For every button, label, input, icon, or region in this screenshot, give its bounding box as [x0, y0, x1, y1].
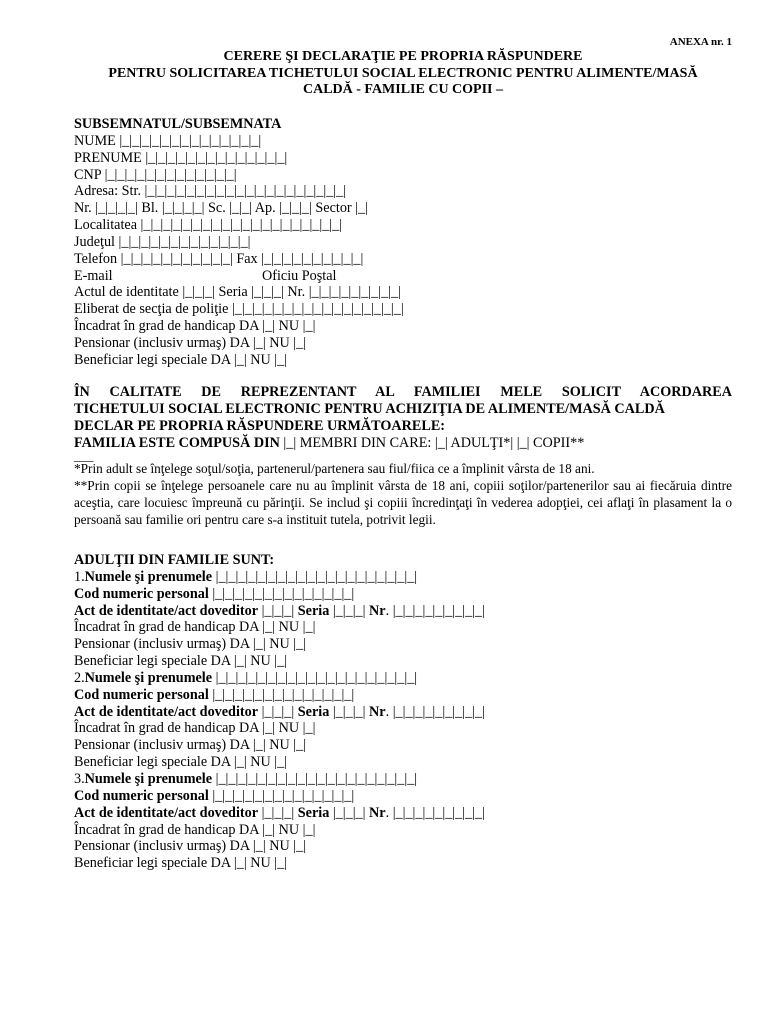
adult-cnp-row[interactable]: [74, 788, 732, 805]
adult-number: 1.: [74, 568, 85, 585]
adult-beneficiar-checkbox-row[interactable]: Beneficiar legi speciale DA |_| NU |_|: [74, 754, 288, 771]
adult-nr-label: Nr: [369, 602, 386, 619]
adult-cnp-field[interactable]: |_|_|_|_|_|_|_|_|_|_|_|_|_|_|: [208, 585, 355, 602]
adult-cnp-row[interactable]: [74, 687, 732, 704]
email-field[interactable]: E-mail: [74, 267, 113, 284]
telefon-fax-field[interactable]: Telefon |_|_|_|_|_|_|_|_|_|_|_| Fax |_|_|_|_|_|_|_|_|_|_|: [74, 250, 364, 267]
adult-list: [74, 569, 732, 872]
eliberat-field[interactable]: Eliberat de secţia de poliţie |_|_|_|_|_|_|_|_|_|_|_|_|_|_|_|_|_|: [74, 301, 404, 318]
oficiu-postal-field[interactable]: Oficiu Poştal: [262, 267, 337, 284]
adult-name-row[interactable]: [74, 670, 732, 687]
declaration-line-3: DECLAR PE PROPRIA RĂSPUNDERE URMĂTOARELE:: [74, 417, 446, 434]
adults-section: [74, 552, 732, 872]
title-line-3: CALDĂ - FAMILIE CU COPII –: [302, 82, 504, 97]
declaration-section: [74, 384, 732, 529]
adult-entry: [74, 771, 732, 872]
adult-act-label: Act de identitate/act doveditor: [74, 804, 259, 821]
adult-seria-label: Seria: [297, 703, 330, 720]
adult-cnp-field[interactable]: |_|_|_|_|_|_|_|_|_|_|_|_|_|_|: [208, 686, 355, 703]
adult-nr-field[interactable]: . |_|_|_|_|_|_|_|_|_|: [385, 804, 485, 821]
adult-name-field[interactable]: |_|_|_|_|_|_|_|_|_|_|_|_|_|_|_|_|_|_|_|_|: [212, 669, 418, 686]
adult-name-field[interactable]: |_|_|_|_|_|_|_|_|_|_|_|_|_|_|_|_|_|_|_|_|: [212, 770, 418, 787]
adult-cnp-label: Cod numeric personal: [74, 686, 209, 703]
adult-entry: [74, 569, 732, 670]
adult-pensionar-checkbox-row[interactable]: Pensionar (inclusiv urmaş) DA |_| NU |_|: [74, 636, 307, 653]
adult-cnp-label: Cod numeric personal: [74, 787, 209, 804]
adult-act-label: Act de identitate/act doveditor: [74, 703, 259, 720]
email-row: [74, 268, 732, 285]
adult-beneficiar-checkbox-row[interactable]: Beneficiar legi speciale DA |_| NU |_|: [74, 855, 288, 872]
adult-name-row[interactable]: [74, 569, 732, 586]
adult-act-field[interactable]: |_|_|_|: [258, 804, 298, 821]
title-line-2: PENTRU SOLICITAREA TICHETULUI SOCIAL ELECTRONIC PENTRU ALIMENTE/MASĂ: [108, 65, 698, 81]
adult-number: 3.: [74, 770, 85, 787]
adult-name-label: Numele şi prenumele: [84, 770, 213, 787]
adult-handicap-checkbox-row[interactable]: Încadrat în grad de handicap DA |_| NU |_|: [74, 821, 316, 838]
adult-nr-label: Nr: [369, 804, 386, 821]
adult-handicap-checkbox-row[interactable]: Încadrat în grad de handicap DA |_| NU |_|: [74, 720, 316, 737]
handicap-checkbox-row[interactable]: Încadrat în grad de handicap DA |_| NU |_|: [74, 318, 316, 335]
localitatea-field[interactable]: Localitatea |_|_|_|_|_|_|_|_|_|_|_|_|_|_|_|_|_|_|_|_|: [74, 217, 343, 234]
adult-seria-field[interactable]: |_|_|_|: [329, 602, 370, 619]
adult-seria-field[interactable]: |_|_|_|: [329, 703, 370, 720]
declaration-line-2: TICHETULUI SOCIAL ELECTRONIC PENTRU ACHIZIŢIA DE ALIMENTE/MASĂ CALDĂ: [74, 400, 665, 417]
adult-cnp-field[interactable]: |_|_|_|_|_|_|_|_|_|_|_|_|_|_|: [208, 787, 355, 804]
address-details-field[interactable]: Nr. |_|_|_|_| Bl. |_|_|_|_| Sc. |_|_| Ap. |_|_|_| Sector |_|: [74, 200, 368, 217]
adult-entry: [74, 670, 732, 771]
cnp-field[interactable]: CNP |_|_|_|_|_|_|_|_|_|_|_|_|_|: [74, 166, 237, 183]
adult-cnp-row[interactable]: [74, 586, 732, 603]
beneficiar-checkbox-row[interactable]: Beneficiar legi speciale DA |_| NU |_|: [74, 351, 288, 368]
adult-name-label: Numele şi prenumele: [84, 568, 213, 585]
adult-nr-field[interactable]: . |_|_|_|_|_|_|_|_|_|: [385, 703, 485, 720]
adult-name-row[interactable]: [74, 771, 732, 788]
annex-label: ANEXA nr. 1: [669, 36, 732, 48]
title-line-1: CERERE ŞI DECLARAŢIE PE PROPRIA RĂSPUNDERE: [223, 49, 583, 64]
adults-heading: [74, 552, 732, 569]
nume-field[interactable]: NUME |_|_|_|_|_|_|_|_|_|_|_|_|_|_|: [74, 132, 262, 149]
adult-seria-field[interactable]: |_|_|_|: [329, 804, 370, 821]
adult-act-label: Act de identitate/act doveditor: [74, 602, 259, 619]
declaration-line-1: ÎN CALITATE DE REPREZENTANT AL FAMILIEI MELE SOLICIT ACORDAREA: [74, 384, 732, 400]
footnote-adult: *Prin adult se înţelege soţul/soţia, partenerul/partenera sau fiul/fiica ce a împlinit vârsta de 18 ani.: [74, 461, 595, 477]
footnote-separator: ___: [74, 448, 94, 464]
adult-pensionar-checkbox-row[interactable]: Pensionar (inclusiv urmaş) DA |_| NU |_|: [74, 838, 307, 855]
adult-beneficiar-checkbox-row[interactable]: Beneficiar legi speciale DA |_| NU |_|: [74, 653, 288, 670]
adult-act-field[interactable]: |_|_|_|: [258, 602, 298, 619]
adult-act-row[interactable]: [74, 603, 732, 620]
adult-handicap-checkbox-row[interactable]: Încadrat în grad de handicap DA |_| NU |_|: [74, 619, 316, 636]
family-composition-row[interactable]: [74, 435, 732, 452]
adult-seria-label: Seria: [297, 804, 330, 821]
document-title: [74, 49, 732, 99]
adult-act-field[interactable]: |_|_|_|: [258, 703, 298, 720]
family-composition-label: FAMILIA ESTE COMPUSĂ DIN: [74, 434, 280, 451]
adult-nr-label: Nr: [369, 703, 386, 720]
adult-number: 2.: [74, 669, 85, 686]
act-identitate-field[interactable]: Actul de identitate |_|_|_| Seria |_|_|_| Nr. |_|_|_|_|_|_|_|_|_|: [74, 284, 401, 301]
adult-name-field[interactable]: |_|_|_|_|_|_|_|_|_|_|_|_|_|_|_|_|_|_|_|_|: [212, 568, 418, 585]
adult-nr-field[interactable]: . |_|_|_|_|_|_|_|_|_|: [385, 602, 485, 619]
applicant-heading: SUBSEMNATUL/SUBSEMNATA: [74, 116, 282, 132]
prenume-field[interactable]: PRENUME |_|_|_|_|_|_|_|_|_|_|_|_|_|_|: [74, 149, 288, 166]
adult-act-row[interactable]: [74, 805, 732, 822]
judetul-field[interactable]: Judeţul |_|_|_|_|_|_|_|_|_|_|_|_|_|: [74, 233, 251, 250]
adresa-field[interactable]: Adresa: Str. |_|_|_|_|_|_|_|_|_|_|_|_|_|_|_|_|_|_|_|_|: [74, 183, 347, 200]
adult-cnp-label: Cod numeric personal: [74, 585, 209, 602]
family-composition-fields[interactable]: |_| MEMBRI DIN CARE: |_| ADULŢI*| |_| COPII**: [279, 434, 585, 451]
adult-name-label: Numele şi prenumele: [84, 669, 213, 686]
adult-act-row[interactable]: [74, 704, 732, 721]
adult-seria-label: Seria: [297, 602, 330, 619]
pensionar-checkbox-row[interactable]: Pensionar (inclusiv urmaş) DA |_| NU |_|: [74, 334, 307, 351]
adults-heading-text: ADULŢII DIN FAMILIE SUNT:: [74, 552, 275, 568]
adult-pensionar-checkbox-row[interactable]: Pensionar (inclusiv urmaş) DA |_| NU |_|: [74, 737, 307, 754]
applicant-section: [74, 116, 732, 369]
footnote-children: **Prin copii se înţelege persoanele care nu au împlinit vârsta de 18 ani, copiii soţilor/partenerilor sau ai fiecăruia dintre aceştia, care locuiesc împreună cu părinţii. Se includ şi copiii încredinţaţi în vederea adopţiei, cei aflaţi în plasament la o persoană sau familie ori pentru care s-a instituit tutela, potrivit legii.: [74, 478, 732, 528]
